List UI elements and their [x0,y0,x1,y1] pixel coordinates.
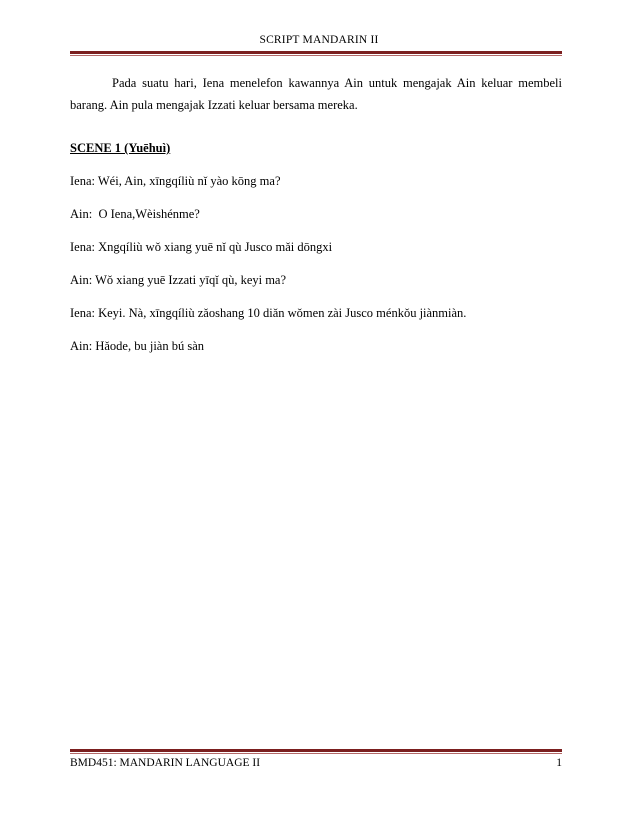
dialogue-line: Ain: O Iena,Wèishénme? [70,207,200,221]
scene-heading: SCENE 1 (Yuēhuì) [70,141,171,155]
dialogue-line: Iena: Xngqíliù wǒ xiang yuē nǐ qù Jusco mǎi dōngxi [70,240,333,254]
dialogue-line: Iena: Wéi, Ain, xīngqíliù nǐ yào kōng ma? [70,174,281,188]
header-rule [70,51,562,56]
footer-course: BMD451: MANDARIN LANGUAGE II [70,757,261,769]
page-footer [70,757,562,769]
dialogue-line: Ain: Wǒ xiang yuē Izzati yīqǐ qù, keyi ma? [70,273,287,287]
page-number: 1 [556,757,562,769]
intro-paragraph: Pada suatu hari, Iena menelefon kawannya Ain untuk mengajak Ain keluar membeli barang. Ain pula mengajak Izzati keluar bersama mereka. [70,76,562,112]
footer-rule [70,749,562,754]
dialogue-line: Ain: Hǎode, bu jiàn bú sàn [70,339,205,353]
page-body [70,72,562,355]
dialogue-line: Iena: Keyi. Nà, xīngqíliù zǎoshang 10 diǎn wǒmen zài Jusco ménkǒu jiànmiàn. [70,306,467,320]
page-header-title: SCRIPT MANDARIN II [259,34,379,46]
